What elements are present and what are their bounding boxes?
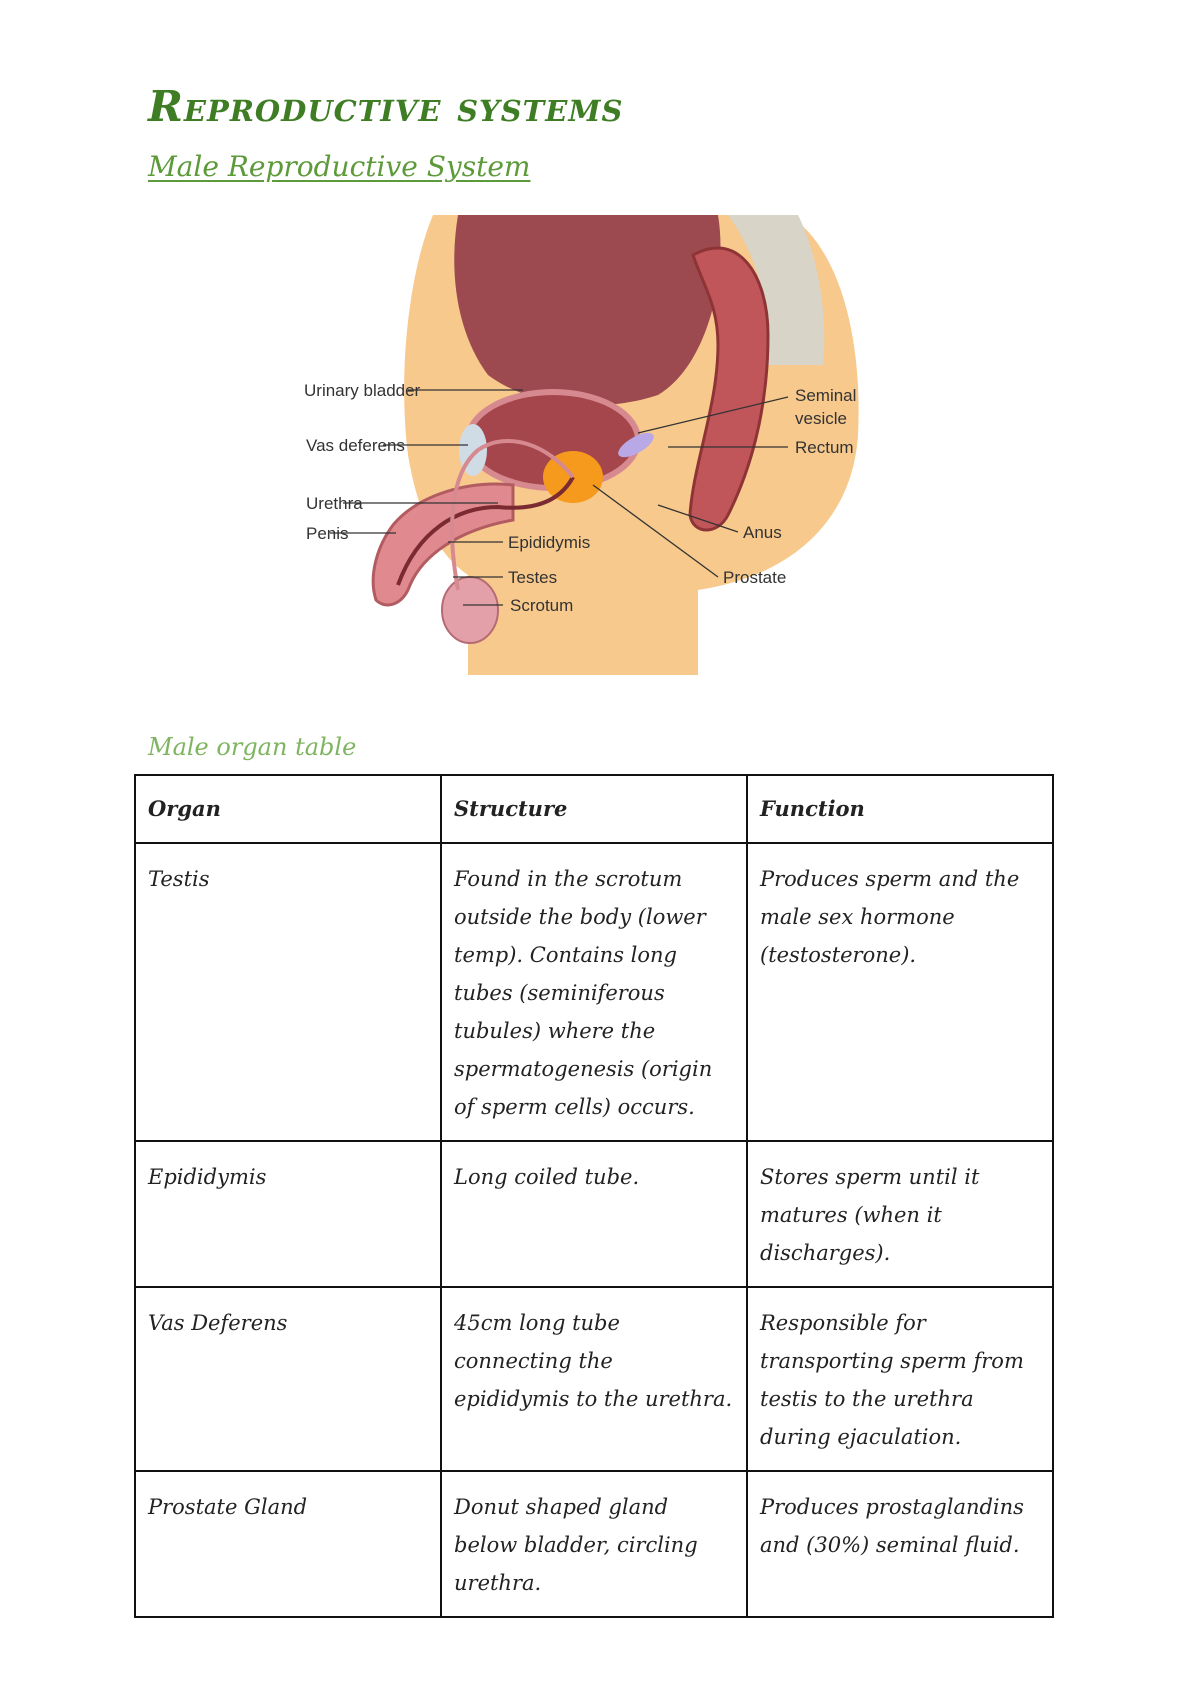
section-title: Male Reproductive System xyxy=(148,150,531,183)
cell-function: Stores sperm until it matures (when it discharges). xyxy=(747,1141,1053,1287)
table-caption: Male organ table xyxy=(148,733,357,761)
cell-structure: Found in the scrotum outside the body (lower temp). Contains long tubes (seminiferous tubules) where the spermatogenesis (origin of sperm cells) occurs. xyxy=(441,843,747,1141)
cell-structure: Donut shaped gland below bladder, circling urethra. xyxy=(441,1471,747,1617)
label-epididymis: Epididymis xyxy=(508,533,591,552)
male-reproductive-diagram xyxy=(298,215,944,675)
cell-function: Produces sperm and the male sex hormone (testosterone). xyxy=(747,843,1053,1141)
cell-organ: Testis xyxy=(135,843,441,1141)
label-anus: Anus xyxy=(743,523,782,542)
table-row xyxy=(135,1287,1053,1471)
cell-structure: Long coiled tube. xyxy=(441,1141,747,1287)
label-rectum: Rectum xyxy=(795,438,854,457)
cell-function: Produces prostaglandins and (30%) seminal fluid. xyxy=(747,1471,1053,1617)
label-prostate: Prostate xyxy=(723,568,787,587)
cell-organ: Epididymis xyxy=(135,1141,441,1287)
cell-organ: Prostate Gland xyxy=(135,1471,441,1617)
cell-structure: 45cm long tube connecting the epididymis to the urethra. xyxy=(441,1287,747,1471)
label-seminal: Seminal xyxy=(795,386,857,405)
table-row xyxy=(135,843,1053,1141)
table-row xyxy=(135,1471,1053,1617)
table-row xyxy=(135,1141,1053,1287)
label-vas-deferens: Vas deferens xyxy=(306,436,405,455)
label-scrotum: Scrotum xyxy=(510,596,574,615)
label-vesicle: vesicle xyxy=(795,409,847,428)
male-organ-table xyxy=(134,774,1054,1618)
testis-shape xyxy=(442,577,498,643)
cell-function: Responsible for transporting sperm from testis to the urethra during ejaculation. xyxy=(747,1287,1053,1471)
table-header-row xyxy=(135,775,1053,843)
label-penis: Penis xyxy=(306,524,349,543)
label-urinary-bladder: Urinary bladder xyxy=(304,381,421,400)
label-urethra: Urethra xyxy=(306,494,363,513)
header-function: Function xyxy=(747,775,1053,843)
header-organ: Organ xyxy=(135,775,441,843)
cell-organ: Vas Deferens xyxy=(135,1287,441,1471)
page-title: Reproductive systems xyxy=(148,82,624,131)
label-testes: Testes xyxy=(508,568,558,587)
header-structure: Structure xyxy=(441,775,747,843)
